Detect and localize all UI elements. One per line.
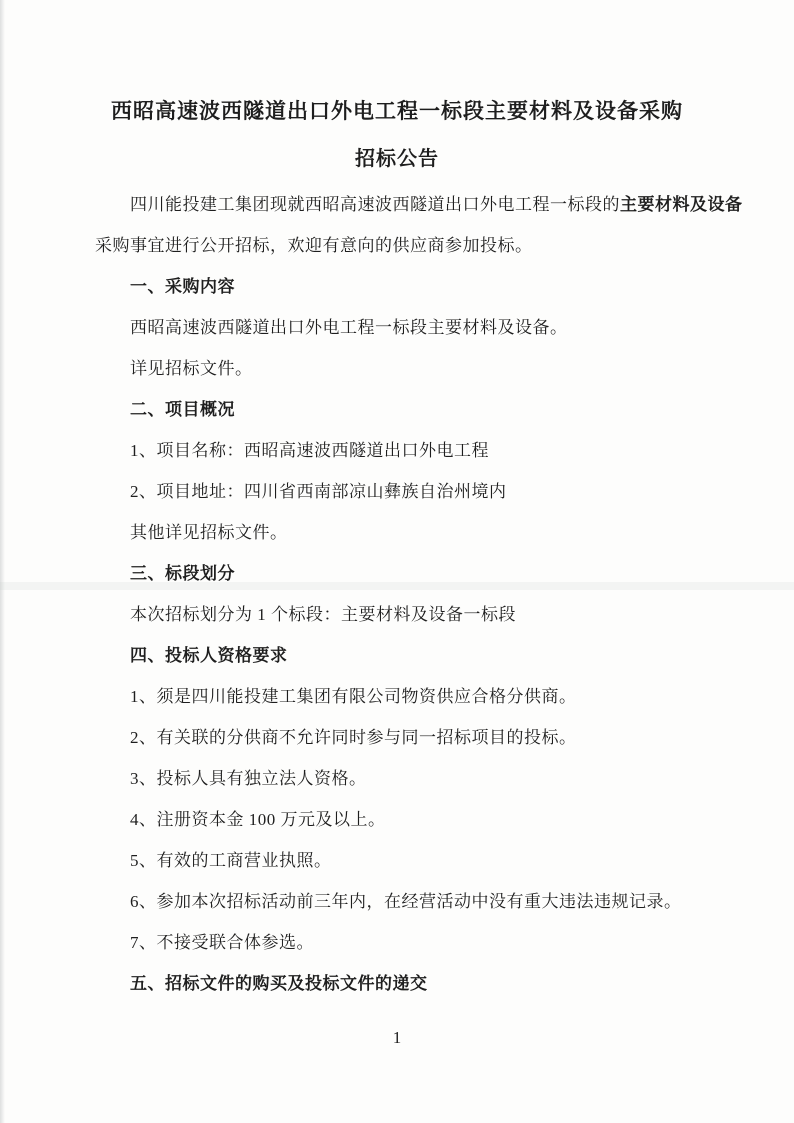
intro-line-1-normal: 四川能投建工集团现就西昭高速波西隧道出口外电工程一标段的 <box>130 195 620 214</box>
body-line: 其他详见招标文件。 <box>130 523 288 542</box>
body-line: 3、投标人具有独立法人资格。 <box>130 769 367 788</box>
intro-line-1-bold: 主要材料及设备 <box>620 195 743 214</box>
intro-line-2: 采购事宜进行公开招标，欢迎有意向的供应商参加投标。 <box>95 236 533 255</box>
page-number: 1 <box>392 1028 402 1047</box>
section-heading-2: 二、项目概况 <box>130 400 235 419</box>
body-line: 7、不接受联合体参选。 <box>130 933 314 952</box>
document-title: 西昭高速波西隧道出口外电工程一标段主要材料及设备采购 <box>111 99 683 123</box>
section-heading-1: 一、采购内容 <box>130 277 235 296</box>
body-line: 4、注册资本金 100 万元及以上。 <box>130 810 386 829</box>
body-line: 1、须是四川能投建工集团有限公司物资供应合格分供商。 <box>130 687 577 706</box>
section-heading-5: 五、招标文件的购买及投标文件的递交 <box>130 974 428 993</box>
body-line: 6、参加本次招标活动前三年内，在经营活动中没有重大违法违规记录。 <box>130 892 682 911</box>
document-content <box>95 98 743 1004</box>
body-line: 本次招标划分为 1 个标段：主要材料及设备一标段 <box>130 605 516 624</box>
body-line: 2、有关联的分供商不允许同时参与同一招标项目的投标。 <box>130 728 577 747</box>
document-subtitle: 招标公告 <box>355 148 439 170</box>
scan-left-edge-artifact <box>0 0 5 1123</box>
body-line: 2、项目地址：四川省西南部凉山彝族自治州境内 <box>130 482 507 501</box>
section-heading-3: 三、标段划分 <box>130 564 235 583</box>
body-line: 西昭高速波西隧道出口外电工程一标段主要材料及设备。 <box>130 318 568 337</box>
intro-line-1 <box>95 184 743 225</box>
body-line: 5、有效的工商营业执照。 <box>130 851 332 870</box>
body-line: 1、项目名称：西昭高速波西隧道出口外电工程 <box>130 441 489 460</box>
document-body <box>95 184 743 1004</box>
section-heading-4: 四、投标人资格要求 <box>130 646 288 665</box>
body-line: 详见招标文件。 <box>130 359 253 378</box>
